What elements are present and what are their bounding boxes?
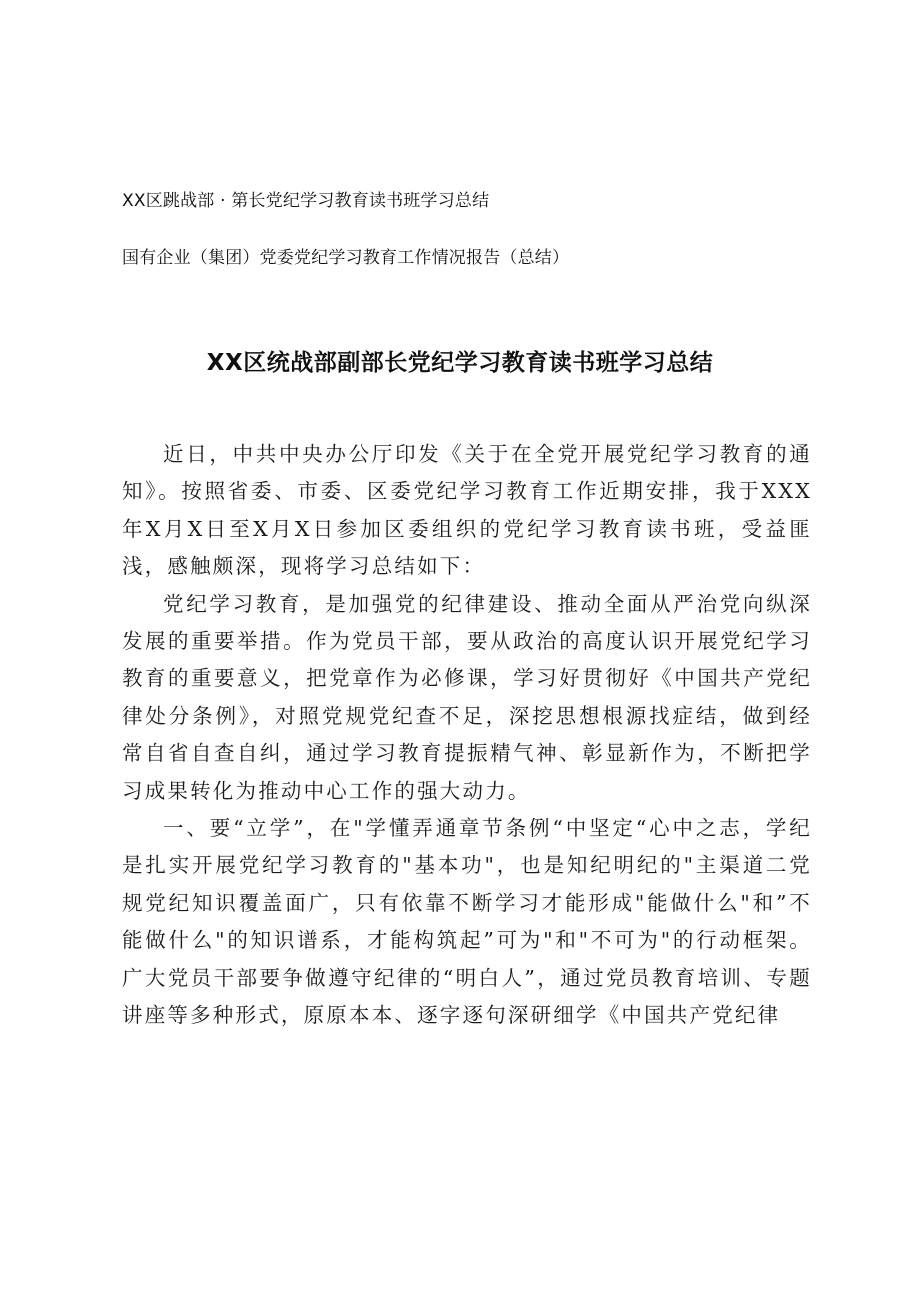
paragraph: 近日，中共中央办公厅印发《关于在全党开展党纪学习教育的通知》。按照省委、市委、区委党纪学习教育工作近期安排，我于XXX年X月X日至X月X日参加区委组织的党纪学习教育读书班，受益匪浅，感触颇深，现将学习总结如下： bbox=[122, 442, 812, 579]
document-body bbox=[122, 436, 812, 1035]
paragraph: 党纪学习教育，是加强党的纪律建设、推动全面从严治党向纵深发展的重要举措。作为党员干部，要从政治的高度认识开展党纪学习教育的重要意义，把党章作为必修课，学习好贯彻好《中国共产党纪律处分条例》，对照党规党纪查不足，深挖思想根源找症结，做到经常自省自查自纠，通过学习教育提振精气神、彰显新作为，不断把学习成果转化为推动中心工作的强大动力。 bbox=[122, 591, 812, 803]
related-article-title-1: XX区跳战部 · 第长党纪学习教育读书班学习总结 bbox=[122, 191, 490, 211]
paragraph: 一、要“立学”，在"学懂弄通章节条例“中坚定“心中之志，学纪是扎实开展党纪学习教育的"基本功"，也是知纪明纪的"主渠道二党规党纪知识覆盖面广，只有依靠不断学习才能形成"能做什么"和”不能做什么"的知识谱系，才能构筑起”可为"和"不可为"的行动框架。广大党员干部要争做遵守纪律的“明白人”，通过党员教育培训、专题讲座等多种形式，原原本本、逐字逐句深研细学《中国共产党纪律 bbox=[122, 816, 812, 1028]
related-article-title-2: 国有企业（集团）党委党纪学习教育工作情况报告（总结） bbox=[122, 248, 570, 268]
document-title: XX区统战部副部长党纪学习教育读书班学习总结 bbox=[206, 350, 714, 376]
